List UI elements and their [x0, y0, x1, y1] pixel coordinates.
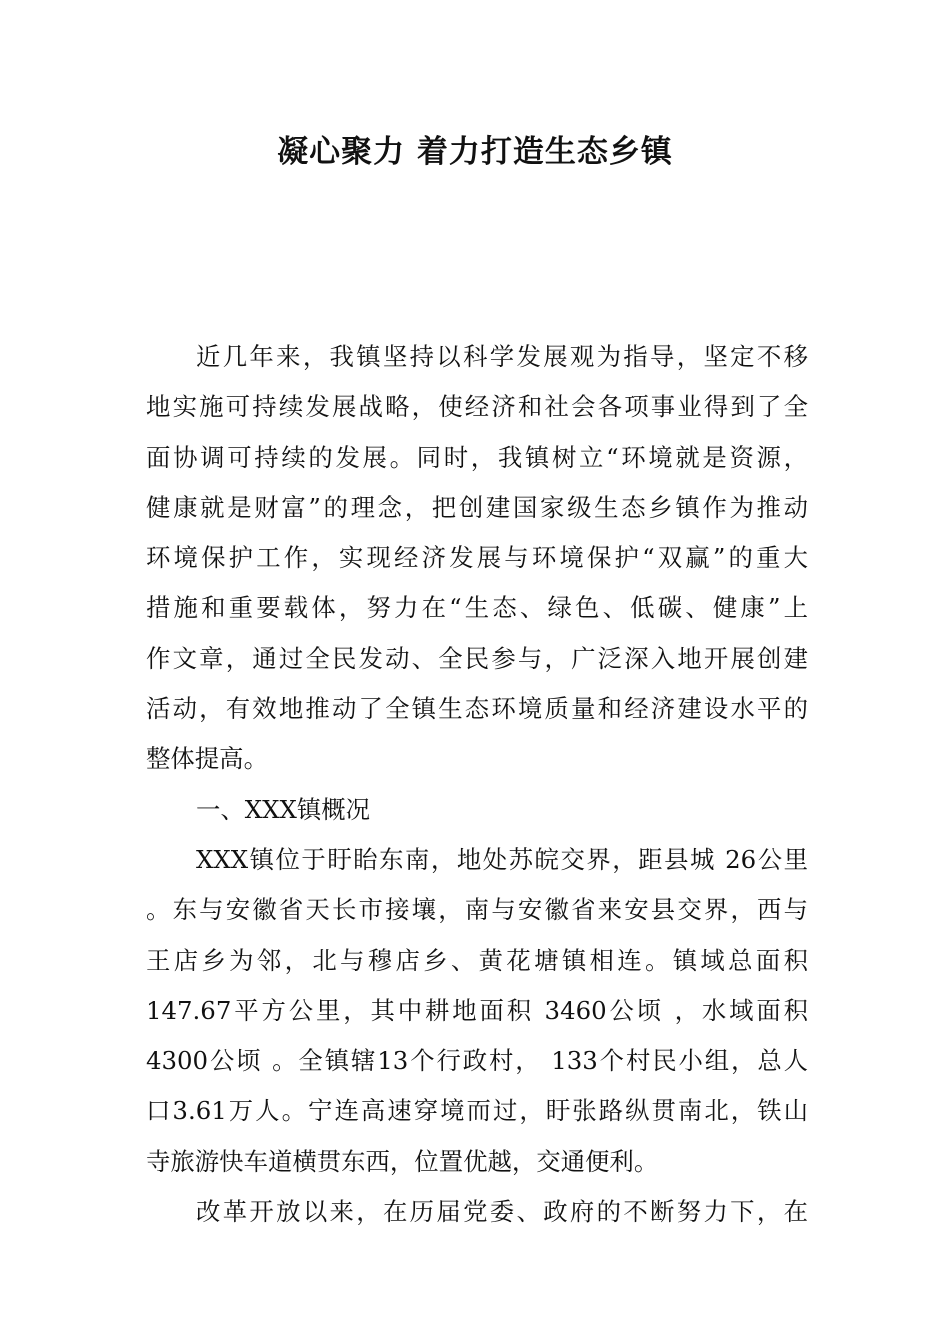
paragraph-1-line-3: 面协调可持续的发展。同时，我镇树立“环境就是资源，	[146, 442, 808, 472]
paragraph-2-line-5: 4300公顷 。全镇辖13个行政村， 133个村民小组，总人	[146, 1046, 808, 1076]
paragraph-1-line-1: 近几年来，我镇坚持以科学发展观为指导，坚定不移	[196, 342, 808, 371]
section-heading-1: 一、XXX镇概况	[196, 794, 371, 824]
paragraph-2-line-4: 147.67平方公里，其中耕地面积 3460公顷 ，水域面积	[146, 995, 808, 1025]
paragraph-1-line-6: 措施和重要载体，努力在“生态、绿色、低碳、健康”上	[146, 593, 808, 623]
paragraph-2-line-7: 寺旅游快车道横贯东西，位置优越，交通便利。	[146, 1146, 659, 1176]
paragraph-2-line-1: XXX镇位于盱眙东南，地处苏皖交界，距县城 26公里	[196, 844, 808, 874]
paragraph-1-line-8: 活动，有效地推动了全镇生态环境质量和经济建设水平的	[146, 694, 808, 724]
paragraph-3-line-1: 改革开放以来，在历届党委、政府的不断努力下，在	[196, 1197, 808, 1227]
paragraph-1-line-2: 地实施可持续发展战略，使经济和社会各项事业得到了全	[146, 392, 808, 422]
paragraph-1-line-5: 环境保护工作，实现经济发展与环境保护“双赢”的重大	[146, 543, 808, 573]
document-body	[146, 332, 808, 1237]
paragraph-2-line-3: 王店乡为邻，北与穆店乡、黄花塘镇相连。镇域总面积	[146, 945, 808, 975]
paragraph-1-line-4: 健康就是财富”的理念，把创建国家级生态乡镇作为推动	[146, 492, 808, 522]
paragraph-2-line-2: 。东与安徽省天长市接壤，南与安徽省来安县交界，西与	[146, 895, 808, 925]
paragraph-1-line-9: 整体提高。	[146, 744, 268, 774]
paragraph-2-line-6: 口3.61万人。宁连高速穿境而过，盱张路纵贯南北，铁山	[146, 1096, 808, 1126]
paragraph-1-line-7: 作文章，通过全民发动、全民参与，广泛深入地开展创建	[146, 643, 808, 673]
document-title: 凝心聚力 着力打造生态乡镇	[277, 134, 673, 170]
